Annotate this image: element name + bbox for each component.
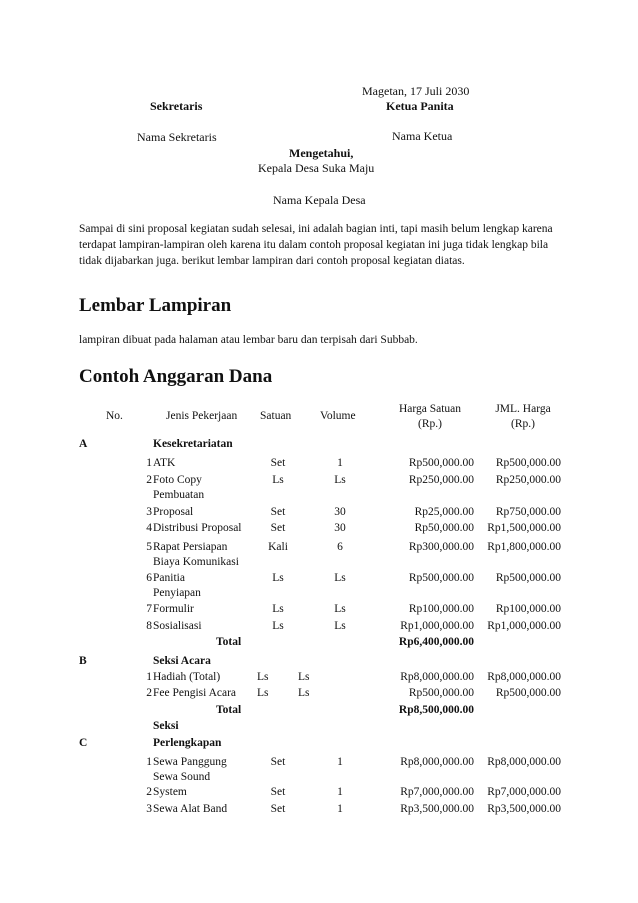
row-item: Proposal — [153, 506, 194, 518]
row-volume: 1 — [337, 457, 343, 469]
row-item: Foto Copy — [153, 474, 202, 486]
header-harga-line2: (Rp.) — [418, 418, 442, 430]
row-satuan: Set — [270, 506, 286, 518]
row-jml: Rp1,000,000.00 — [487, 620, 561, 632]
row-harga: Rp3,500,000.00 — [400, 803, 474, 815]
row-jml: Rp100,000.00 — [495, 603, 561, 615]
sekretaris-name: Nama Sekretaris — [137, 130, 217, 144]
row-item: Fee Pengisi Acara — [153, 687, 237, 699]
row-item: Panitia — [153, 572, 185, 584]
row-jml: Rp500,000.00 — [495, 572, 561, 584]
row-satuan: Kali — [268, 541, 288, 553]
section-b-title: Seksi Acara — [153, 655, 211, 667]
row-item: Sosialisasi — [153, 620, 202, 632]
row-satuan: Set — [270, 457, 286, 469]
row-jml: Rp1,800,000.00 — [487, 541, 561, 553]
row-jml: Rp8,000,000.00 — [487, 671, 561, 683]
row-item-cont: Sewa Sound — [153, 771, 211, 783]
row-volume: Ls — [334, 603, 346, 615]
row-item: Formulir — [153, 603, 194, 615]
row-jml: Rp3,500,000.00 — [487, 803, 561, 815]
row-item-cont: Biaya Komunikasi — [153, 556, 239, 568]
row-item-cont: Pembuatan — [153, 489, 205, 501]
section-c-letter: C — [79, 737, 88, 749]
section-b-letter: B — [79, 655, 87, 667]
row-no: 4 — [146, 522, 152, 534]
section-a-letter: A — [79, 438, 88, 450]
row-item: Sewa Panggung — [153, 756, 227, 768]
row-harga: Rp500,000.00 — [408, 687, 474, 699]
row-harga: Rp500,000.00 — [408, 572, 474, 584]
intro-paragraph: Sampai di sini proposal kegiatan sudah selesai, ini adalah bagian inti, tapi masih belum lengkap karena terdapat lampiran-lampiran oleh karena itu dalam contoh proposal kegiatan ini juga tidak lengkap bila tidak dijabarkan juga. berikut lembar lampiran dari contoh proposal kegiatan diatas. — [79, 223, 553, 267]
row-item: Distribusi Proposal — [153, 522, 242, 534]
row-satuan: Ls — [257, 687, 269, 699]
section-a-title: Kesekretariatan — [153, 438, 233, 450]
row-no: 1 — [146, 756, 152, 768]
row-volume: Ls — [298, 687, 310, 699]
section-b-total-label: Total — [216, 704, 242, 716]
row-harga: Rp25,000.00 — [414, 506, 474, 518]
row-volume: 1 — [337, 786, 343, 798]
row-volume: Ls — [334, 474, 346, 486]
anggaran-heading: Contoh Anggaran Dana — [79, 366, 273, 387]
section-a-total-label: Total — [216, 636, 242, 648]
row-satuan: Ls — [272, 474, 284, 486]
row-item: Rapat Persiapan — [153, 541, 228, 553]
row-item: ATK — [153, 457, 176, 469]
row-jml: Rp7,000,000.00 — [487, 786, 561, 798]
header-volume: Volume — [320, 410, 356, 422]
section-b-total-value: Rp8,500,000.00 — [398, 704, 474, 716]
row-satuan: Set — [270, 756, 286, 768]
row-no: 2 — [146, 474, 152, 486]
row-no: 7 — [146, 603, 152, 615]
row-satuan: Ls — [272, 603, 284, 615]
row-volume: Ls — [334, 620, 346, 632]
row-satuan: Set — [270, 803, 286, 815]
row-jml: Rp8,000,000.00 — [487, 756, 561, 768]
row-no: 8 — [146, 620, 152, 632]
header-harga-line1: Harga Satuan — [398, 403, 462, 415]
row-satuan: Ls — [257, 671, 269, 683]
row-no: 3 — [146, 803, 152, 815]
row-no: 6 — [146, 572, 152, 584]
row-volume: 1 — [337, 803, 343, 815]
row-satuan: Ls — [272, 620, 284, 632]
row-jml: Rp250,000.00 — [495, 474, 561, 486]
row-harga: Rp250,000.00 — [408, 474, 474, 486]
row-harga: Rp50,000.00 — [414, 522, 474, 534]
place-date: Magetan, 17 Juli 2030 — [362, 84, 470, 98]
row-no: 1 — [146, 671, 152, 683]
row-harga: Rp8,000,000.00 — [400, 756, 474, 768]
section-c-title-line2: Perlengkapan — [153, 737, 222, 749]
header-satuan: Satuan — [260, 410, 292, 422]
sekretaris-title: Sekretaris — [150, 99, 203, 113]
row-item: Sewa Alat Band — [153, 803, 228, 815]
row-volume: Ls — [298, 671, 310, 683]
row-no: 1 — [146, 457, 152, 469]
row-no: 2 — [146, 786, 152, 798]
row-harga: Rp7,000,000.00 — [400, 786, 474, 798]
row-harga: Rp500,000.00 — [408, 457, 474, 469]
kades-name: Nama Kepala Desa — [273, 193, 366, 207]
lampiran-heading: Lembar Lampiran — [79, 295, 232, 316]
row-item: System — [153, 786, 187, 798]
row-jml: Rp500,000.00 — [495, 457, 561, 469]
row-item: Hadiah (Total) — [153, 671, 221, 683]
row-no: 2 — [146, 687, 152, 699]
row-no: 3 — [146, 506, 152, 518]
row-harga: Rp1,000,000.00 — [400, 620, 474, 632]
row-harga: Rp8,000,000.00 — [400, 671, 474, 683]
row-volume: Ls — [334, 572, 346, 584]
header-jml-line1: JML. Harga — [495, 403, 551, 415]
ketua-title: Ketua Panita — [386, 99, 454, 113]
row-jml: Rp1,500,000.00 — [487, 522, 561, 534]
ketua-name: Nama Ketua — [392, 129, 453, 143]
row-harga: Rp300,000.00 — [408, 541, 474, 553]
row-volume: 30 — [334, 506, 346, 518]
header-jenis: Jenis Pekerjaan — [166, 410, 238, 422]
row-no: 5 — [146, 541, 152, 553]
section-c-title-line1: Seksi — [153, 720, 179, 732]
lampiran-text: lampiran dibuat pada halaman atau lembar baru dan terpisah dari Subbab. — [79, 334, 418, 346]
row-satuan: Set — [270, 786, 286, 798]
row-harga: Rp100,000.00 — [408, 603, 474, 615]
row-jml: Rp500,000.00 — [495, 687, 561, 699]
row-volume: 1 — [337, 756, 343, 768]
row-item-cont: Penyiapan — [153, 587, 201, 599]
row-volume: 30 — [334, 522, 346, 534]
kades-title: Kepala Desa Suka Maju — [258, 161, 375, 175]
section-a-total-value: Rp6,400,000.00 — [398, 636, 474, 648]
header-no: No. — [106, 410, 123, 422]
row-volume: 6 — [337, 541, 343, 553]
row-satuan: Set — [270, 522, 286, 534]
header-jml-line2: (Rp.) — [511, 418, 535, 430]
row-jml: Rp750,000.00 — [495, 506, 561, 518]
row-satuan: Ls — [272, 572, 284, 584]
mengetahui-label: Mengetahui, — [289, 146, 354, 160]
